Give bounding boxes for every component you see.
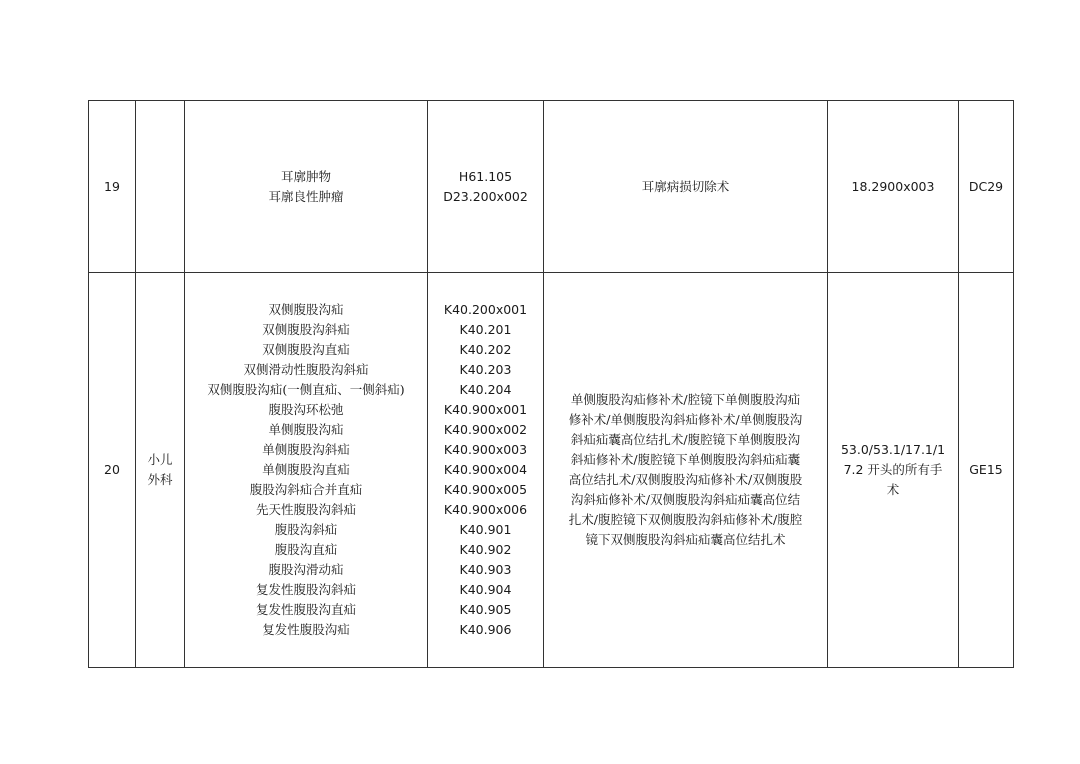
procedure-line: 单侧腹股沟疝修补术/腔镜下单侧腹股沟疝 xyxy=(570,392,801,407)
table-row xyxy=(89,101,1014,273)
diagnosis-code: K40.200x001 xyxy=(443,302,528,317)
diagnosis-line: 腹股沟斜疝 xyxy=(274,522,338,537)
diagnosis-cell xyxy=(185,273,428,668)
procedure-line: 高位结扎术/双侧腹股沟疝修补术/双侧腹股 xyxy=(568,472,803,487)
department-line: 小儿 xyxy=(147,452,173,467)
diagnosis-line: 耳廓肿物 xyxy=(280,168,331,184)
row-number: 20 xyxy=(89,273,136,668)
procedure-code-line: 术 xyxy=(886,482,900,497)
diagnosis-code: K40.900x002 xyxy=(443,422,528,437)
diagnosis-code: K40.203 xyxy=(459,362,512,377)
procedure-line: 斜疝疝囊高位结扎术/腹腔镜下单侧腹股沟 xyxy=(570,432,801,447)
diagnosis-line: 单侧腹股沟斜疝 xyxy=(262,442,350,457)
procedure-code-line: 7.2 开头的所有手 xyxy=(843,462,943,477)
diagnosis-line: 先天性腹股沟斜疝 xyxy=(255,502,356,517)
diagnosis-code: H61.105 xyxy=(458,168,513,184)
diagnosis-code: K40.900x006 xyxy=(443,502,528,517)
group-code-cell: DC29 xyxy=(959,101,1014,273)
procedure-cell xyxy=(544,273,828,668)
department-cell xyxy=(136,101,185,273)
diagnosis-code: K40.201 xyxy=(459,322,512,337)
diagnosis-cell xyxy=(185,101,428,273)
diagnosis-line: 腹股沟环松弛 xyxy=(268,402,344,417)
diagnosis-line: 腹股沟直疝 xyxy=(274,542,338,557)
diagnosis-line: 复发性腹股沟直疝 xyxy=(255,602,356,617)
diagnosis-code: K40.900x003 xyxy=(443,442,528,457)
diagnosis-line: 双侧腹股沟斜疝 xyxy=(262,322,350,337)
diagnosis-code: K40.902 xyxy=(459,542,512,557)
row-number: 19 xyxy=(89,101,136,273)
department-line: 外科 xyxy=(147,472,173,487)
diagnosis-line: 耳廓良性肿瘤 xyxy=(268,188,344,204)
group-code-cell: GE15 xyxy=(959,273,1014,668)
diagnosis-code: K40.900x001 xyxy=(443,402,528,417)
procedure-code-line: 53.0/53.1/17.1/1 xyxy=(840,442,946,457)
diagnosis-line: 双侧腹股沟疝 xyxy=(268,302,344,317)
diagnosis-line: 腹股沟滑动疝 xyxy=(268,562,344,577)
procedure-line: 修补术/单侧腹股沟斜疝修补术/单侧腹股沟 xyxy=(568,412,803,427)
diagnosis-code: K40.903 xyxy=(459,562,512,577)
diagnosis-line: 双侧滑动性腹股沟斜疝 xyxy=(243,362,369,377)
table-row xyxy=(89,273,1014,668)
diagnosis-code: K40.900x004 xyxy=(443,462,528,477)
procedure-line: 扎术/腹腔镜下双侧腹股沟斜疝修补术/腹腔 xyxy=(568,512,803,527)
diagnosis-code: K40.204 xyxy=(459,382,512,397)
diagnosis-line: 复发性腹股沟疝 xyxy=(262,622,350,637)
diagnosis-line: 腹股沟斜疝合并直疝 xyxy=(249,482,363,497)
diagnosis-code-cell xyxy=(428,101,544,273)
diagnosis-code: K40.901 xyxy=(459,522,512,537)
diagnosis-line: 复发性腹股沟斜疝 xyxy=(255,582,356,597)
diagnosis-line: 双侧腹股沟疝(一侧直疝、一侧斜疝) xyxy=(207,382,405,397)
procedure-line: 镜下双侧腹股沟斜疝疝囊高位结扎术 xyxy=(585,532,786,547)
diagnosis-line: 单侧腹股沟直疝 xyxy=(262,462,350,477)
disease-procedure-table xyxy=(88,100,1014,668)
procedure-code-cell xyxy=(828,273,959,668)
diagnosis-line: 双侧腹股沟直疝 xyxy=(262,342,350,357)
diagnosis-code: K40.906 xyxy=(459,622,512,637)
diagnosis-code-cell xyxy=(428,273,544,668)
diagnosis-line: 单侧腹股沟疝 xyxy=(268,422,344,437)
procedure-cell: 耳廓病损切除术 xyxy=(544,101,828,273)
diagnosis-code: K40.202 xyxy=(459,342,512,357)
procedure-line: 斜疝修补术/腹腔镜下单侧腹股沟斜疝疝囊 xyxy=(570,452,801,467)
procedure-code-line: 18.2900x003 xyxy=(851,178,935,194)
procedure-code-cell xyxy=(828,101,959,273)
department-cell xyxy=(136,273,185,668)
procedure-line: 沟斜疝修补术/双侧腹股沟斜疝疝囊高位结 xyxy=(570,492,801,507)
diagnosis-code: D23.200x002 xyxy=(443,188,528,204)
diagnosis-code: K40.900x005 xyxy=(443,482,528,497)
diagnosis-code: K40.905 xyxy=(459,602,512,617)
diagnosis-code: K40.904 xyxy=(459,582,512,597)
